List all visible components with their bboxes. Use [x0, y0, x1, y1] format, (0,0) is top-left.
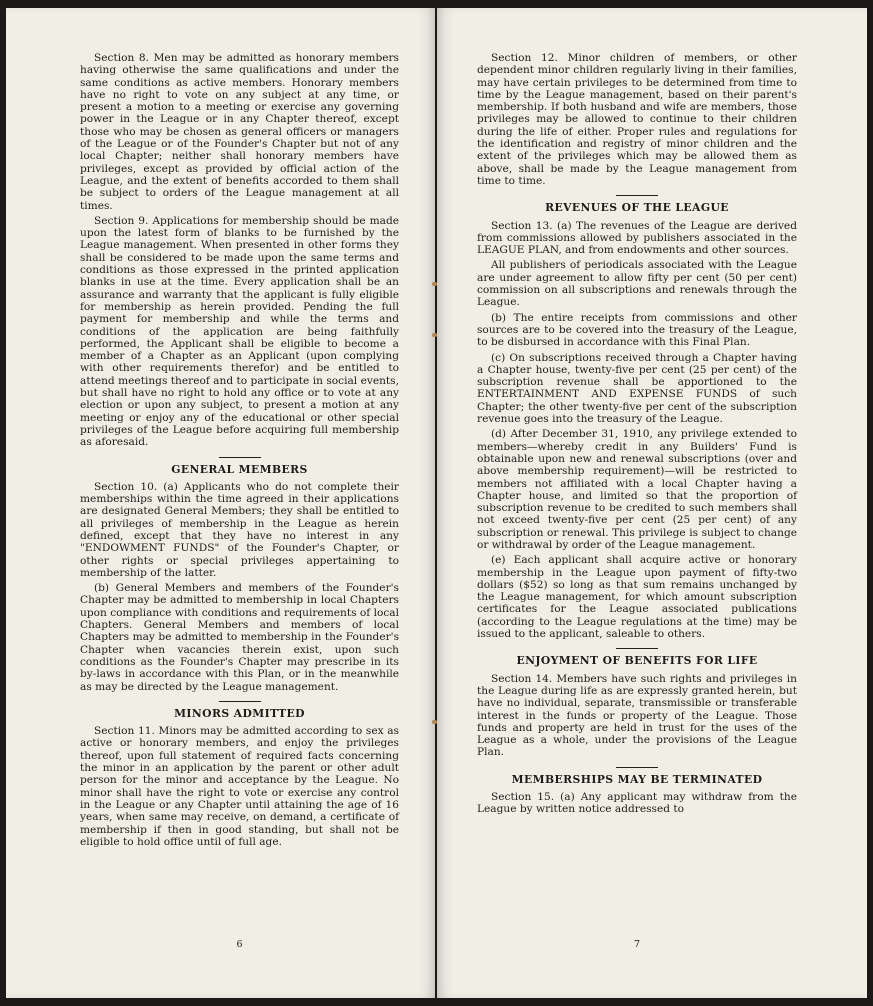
section-divider — [616, 195, 658, 196]
paragraph: Section 10. (a) Applicants who do not complete their memberships within the time agreed in their applications are designated General Members; they shall be entitled to all privileges of membership in the League as herein defined, except that they have no interest in any "ENDOWMENT FUNDS" of the Founder's Chapter, or other rights or special privileges appertaining to membership of the latter. — [80, 480, 399, 579]
section-heading: MEMBERSHIPS MAY BE TERMINATED — [511, 772, 763, 786]
paragraph: Section 14. Members have such rights and privileges in the League during life as are expressly granted herein, but have no individual, separate, transmissible or transferable interest in the funds or property of the League. Those funds and property are held in trust for the uses of the League as a whole, under the provisions of the League Plan. — [477, 672, 797, 759]
section-divider — [616, 648, 658, 649]
section-divider — [219, 457, 261, 458]
staple-mark — [432, 333, 437, 337]
paragraph: (e) Each applicant shall acquire active or honorary membership in the League upon payment of fifty-two dollars ($52) so long as that sum remains unchanged by the League management, for which amount subscription certificates for the League associated publications (according to the League regulations at the time) may be issued to the applicant, saleable to others. — [477, 554, 797, 641]
page-number: 7 — [633, 939, 641, 950]
staple-mark — [432, 282, 437, 286]
paragraph: Section 13. (a) The revenues of the League are derived from commissions allowed by publishers associated in the LEAGUE PLAN, and from endowments and other sources. — [477, 219, 797, 257]
paragraph: Section 9. Applications for membership should be made upon the latest form of blanks to be furnished by the League management. When presented in other forms they shall be considered to be made upon the same terms and conditions as those expressed in the printed application blanks in use at the time. Every application shall be an assurance and warranty that the applicant is fully eligible for membership as herein provided. Pending the full payment for membership and while the terms and conditions of the application are being faithfully performed, the Applicant shall be eligible to become a member of a Chapter as an Applicant (upon complying with other requirements therefor) and be entitled to attend meetings thereof and to participate in social events, but shall have no right to hold any office or to vote at any election or upon any subject, to present a motion at any meeting or enjoy any of the educational or other special privileges of the League before acquiring full membership as aforesaid. — [80, 214, 399, 449]
paragraph: Section 8. Men may be admitted as honorary members having otherwise the same qualifications and under the same conditions as active members. Honorary members have no right to vote on any subject at any time, or present a motion to a meeting or exercise any governing power in the League or in any Chapter thereof, except those who may be chosen as general officers or managers of the League or of the Founder's Chapter but not of any local Chapter; neither shall honorary members have privileges, except as provided by official action of the League, and the extent of benefits accorded to them shall be subject to orders of the League management at all times. — [80, 52, 399, 212]
section-heading: GENERAL MEMBERS — [171, 462, 308, 476]
paragraph: Section 11. Minors may be admitted according to sex as active or honorary members, and enjoy the privileges thereof, upon full statement of required facts concerning the minor in an application by the parent or other adult person for the minor and acceptance by the League. No minor shall have the right to vote or exercise any control in the League or any Chapter until attaining the age of 16 years, when same may receive, on demand, a certificate of membership if then in good standing, but shall not be eligible to hold office until of full age. — [80, 725, 399, 848]
paragraph: (c) On subscriptions received through a Chapter having a Chapter house, twenty-five per cent (25 per cent) of the subscription revenue shall be apportioned to the ENTERTAINMENT AND EXPENSE FUNDS of such Chapter; the other twenty-five per cent of the subscription revenue goes into the treasury of the League. — [477, 351, 797, 426]
left-page — [6, 8, 435, 998]
section-heading: ENJOYMENT OF BENEFITS FOR LIFE — [516, 654, 758, 668]
paragraph: (d) After December 31, 1910, any privilege extended to members—whereby credit in any Builders' Fund is obtainable upon new and renewal subscriptions (over and above membership requirement)—will be restricted to members not affiliated with a local Chapter having a Chapter house, and limited so that the proportion of subscription revenue to be credited to such members shall not exceed twenty-five per cent (25 per cent) of any subscription or renewal. This privilege is subject to change or withdrawal by order of the League management. — [477, 428, 797, 551]
section-heading: MINORS ADMITTED — [174, 706, 305, 720]
paragraph: All publishers of periodicals associated with the League are under agreement to allow fifty per cent (50 per cent) commission on all subscriptions and renewals through the League. — [477, 259, 797, 309]
right-page — [437, 8, 867, 998]
section-heading: REVENUES OF THE LEAGUE — [545, 201, 729, 215]
paragraph: Section 15. (a) Any applicant may withdraw from the League by written notice addressed to — [477, 791, 797, 816]
page-number: 6 — [236, 939, 243, 950]
paragraph: Section 12. Minor children of members, or other dependent minor children regularly living in their families, may have certain privileges to be determined from time to time by the League management, based on their parent's membership. If both husband and wife are members, those privileges may be allowed to continue to their children during the life of either. Proper rules and regulations for the identification and registry of minor children and the extent of the privileges which may be allowed them as above, shall be made by the League management from time to time. — [477, 52, 797, 187]
booklet-spread — [6, 8, 867, 998]
right-page-text — [477, 52, 797, 816]
staple-mark — [432, 720, 437, 724]
paragraph: (b) General Members and members of the Founder's Chapter may be admitted to membership in local Chapters upon compliance with conditions and requirements of local Chapters. General Members and members of local Chapters may be admitted to membership in the Founder's Chapter when vacancies therein exist, upon such conditions as the Founder's Chapter may prescribe in its by-laws in accordance with this Plan, or in the meanwhile as may be directed by the League management. — [80, 582, 399, 693]
section-divider — [616, 767, 658, 768]
paragraph: (b) The entire receipts from commissions and other sources are to be covered into the treasury of the League, to be disbursed in accordance with this Final Plan. — [477, 311, 797, 349]
left-page-text — [80, 52, 399, 848]
section-divider — [219, 701, 261, 702]
